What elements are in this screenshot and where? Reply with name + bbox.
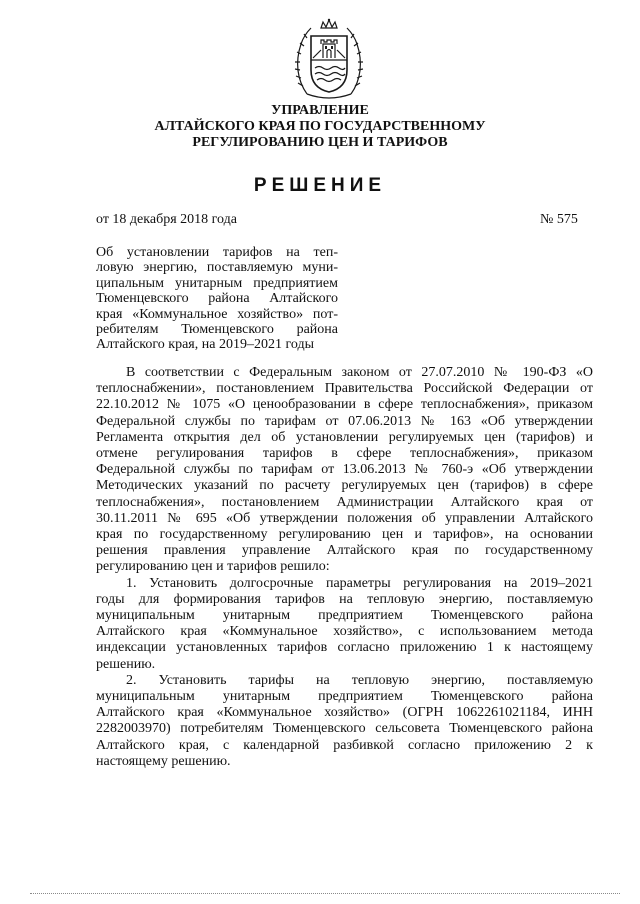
body-line: 30.11.2011 № 695 «Об утверждении положения об управлении Алтайского	[96, 510, 593, 526]
body-line: 2. Установить тарифы на тепловую энергию, поставляемую	[126, 672, 593, 688]
page-bottom-divider	[30, 893, 620, 894]
body-line: Федеральной службы по тарифам от 13.06.2013 № 760-э «Об утверждении	[96, 462, 593, 478]
body-line: Регламента открытия дел об установлении регулируемых цен (тарифов) и	[96, 429, 593, 445]
body-line: настоящему решению.	[96, 753, 231, 769]
body-line: муниципальным унитарным предприятием Тюменцевского района	[96, 608, 593, 624]
body-line: 22.10.2012 № 1075 «О ценообразовании в сфере теплоснабжения», приказом	[96, 397, 593, 413]
subject-line: ребителям Тюменцевского района	[96, 322, 338, 338]
body-line: В соответствии с Федеральным законом от 27.07.2010 № 190-ФЗ «О	[126, 365, 593, 380]
document-title: РЕШЕНИЕ	[253, 175, 387, 196]
body-line: Алтайского края «Коммунальное хозяйство», с использованием метода	[96, 624, 593, 640]
body-line: индексации установленных тарифов согласно приложению 1 к настоящему	[96, 640, 593, 656]
document-date: от 18 декабря 2018 года	[96, 212, 237, 227]
agency-name-line: АЛТАЙСКОГО КРАЯ ПО ГОСУДАРСТВЕННОМУ	[154, 119, 486, 134]
body-line: муниципальным унитарным предприятием Тюменцевского района	[96, 689, 593, 705]
body-line: отмене регулирования тарифов в сфере теплоснабжения», приказом	[96, 446, 593, 462]
subject-line: края «Коммунальное хозяйство» пот-	[96, 306, 338, 322]
subject-line: Алтайского края, на 2019–2021 годы	[96, 337, 314, 353]
body-line: регулированию цен и тарифов решило:	[96, 559, 330, 575]
body-line: Алтайского края «Коммунальное хозяйство» (ОГРН 1062261021184, ИНН	[96, 705, 593, 721]
subject-line: ципальным унитарным предприятием	[96, 275, 338, 291]
subject-line: Об установлении тарифов на теп-	[96, 245, 338, 260]
body-line: теплоснабжении», постановлением Правительства Российской Федерации от	[96, 381, 593, 397]
body-line: края по государственному регулированию цен и тарифов», на основании	[96, 527, 593, 543]
agency-name-line: УПРАВЛЕНИЕ	[271, 103, 369, 118]
body-line: Алтайского края, с календарной разбивкой согласно приложению 2 к	[96, 737, 593, 753]
body-line: 2282003970) потребителям Тюменцевского сельсовета Тюменцевского района	[96, 721, 593, 737]
body-line: Федеральной службы по тарифам от 07.06.2013 № 163 «Об утверждении	[96, 413, 593, 429]
document-subject	[96, 245, 338, 353]
body-line: теплоснабжения», постановлением Администрации Алтайского края от	[96, 494, 593, 510]
body-line: 1. Установить долгосрочные параметры регулирования на 2019–2021	[126, 575, 593, 591]
document-number: № 575	[540, 212, 578, 227]
document-body	[96, 365, 593, 770]
body-line: решению.	[96, 656, 156, 672]
body-line: Методических указаний по расчету регулируемых цен (тарифов) в сфере	[96, 478, 593, 494]
agency-name	[0, 103, 640, 151]
coat-of-arms-emblem	[293, 18, 365, 104]
subject-line: ловую энергию, поставляемую муни-	[96, 260, 338, 276]
subject-line: Тюменцевского района Алтайского	[96, 291, 338, 307]
body-line: решения правления управление Алтайского края по государственному	[96, 543, 593, 559]
agency-name-line: РЕГУЛИРОВАНИЮ ЦЕН И ТАРИФОВ	[192, 135, 448, 150]
body-line: годы для формирования тарифов на тепловую энергию, поставляемую	[96, 591, 593, 607]
